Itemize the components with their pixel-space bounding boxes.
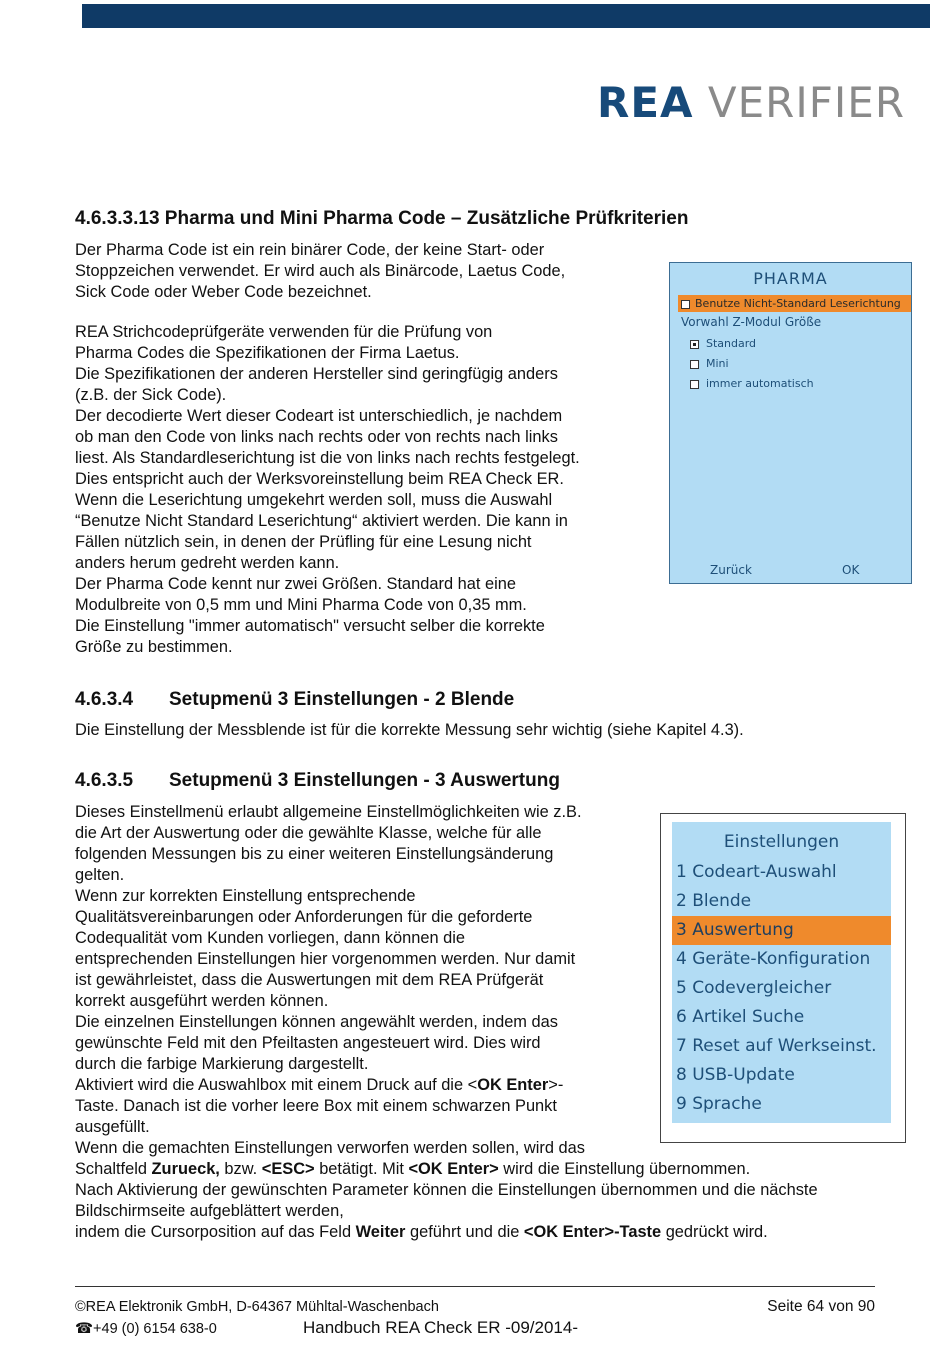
text-line: folgenden Messungen bis zu einer weiteren Einstellungsänderung (75, 845, 554, 863)
footer-phone: ☎+49 (0) 6154 638-0 (75, 1321, 217, 1337)
text-line: (z.B. der Sick Code). (75, 386, 227, 404)
text-line: Der Pharma Code ist ein rein binärer Code, der keine Start- oder (75, 241, 545, 259)
settings-screen (672, 822, 891, 1123)
text-line: Wenn die Leserichtung umgekehrt werden soll, muss die Auswahl (75, 491, 553, 509)
text-line: liest. Als Standardleserichtung ist die von links nach rechts festgelegt. (75, 449, 580, 467)
text-line: durch die farbige Markierung dargestellt. (75, 1055, 369, 1073)
text-line: korrekt ausgeführt werden können. (75, 992, 329, 1010)
screen-title: Einstellungen (723, 832, 840, 852)
menu-item-codeart[interactable]: 1 Codeart-Auswahl (676, 862, 837, 882)
footer-copyright: ©REA Elektronik GmbH, D-64367 Mühltal-Waschenbach (75, 1299, 439, 1315)
menu-item-auswertung-selected[interactable]: 3 Auswertung (672, 916, 891, 945)
text-line: ob man den Code von links nach rechts oder von rechts nach links (75, 428, 558, 446)
footer-page-number: Seite 64 von 90 (767, 1298, 875, 1315)
text-line: Aktiviert wird die Auswahlbox mit einem Druck auf die <OK Enter>- (75, 1076, 564, 1094)
section-heading-auswertung: 4.6.3.5 Setupmenü 3 Einstellungen - 3 Auswertung (75, 770, 560, 791)
footer-manual-title: Handbuch REA Check ER -09/2014- (303, 1318, 578, 1337)
module-size-heading: Vorwahl Z-Modul Größe (681, 315, 822, 329)
text-line: Pharma Codes die Spezifikationen der Firma Laetus. (75, 344, 460, 362)
menu-item-reset[interactable]: 7 Reset auf Werkseinst. (676, 1036, 877, 1056)
section-heading-blende: 4.6.3.4 Setupmenü 3 Einstellungen - 2 Blende (75, 689, 515, 710)
pharma-text (75, 240, 580, 658)
text-line: Der Pharma Code kennt nur zwei Größen. Standard hat eine (75, 575, 516, 593)
text-line: Sick Code oder Weber Code bezeichnet. (75, 283, 372, 301)
text-line: Dies entspricht auch der Werksvoreinstellung beim REA Check ER. (75, 470, 564, 488)
text-line: die Art der Auswertung oder die gewählte Klasse, welche für alle (75, 824, 542, 842)
footer-divider (75, 1286, 875, 1287)
text-line: Der decodierte Wert dieser Codeart ist unterschiedlich, je nachdem (75, 407, 563, 425)
text-line: “Benutze Nicht Standard Leserichtung“ aktiviert werden. Die kann in (75, 512, 568, 530)
text-line: Wenn zur korrekten Einstellung entsprechende (75, 887, 416, 905)
radio-icon[interactable] (690, 360, 699, 369)
text-line: Die Einstellung "immer automatisch" versucht selber die korrekte (75, 617, 545, 635)
ok-button[interactable]: OK (842, 563, 860, 577)
text-line: Nach Aktivierung der gewünschten Parameter können die Einstellungen übernommen und die nächste (75, 1181, 818, 1199)
text-line: entsprechenden Einstellungen hier vorgenommen werden. Nur damit (75, 950, 576, 968)
back-button[interactable]: Zurück (710, 563, 752, 577)
rea-verifier-logo: REA VERIFIER (597, 78, 906, 127)
text-line: Größe zu bestimmen. (75, 638, 233, 656)
text-line: Schaltfeld Zurueck, bzw. <ESC> betätigt. Mit <OK Enter> wird die Einstellung übernommen. (75, 1160, 751, 1178)
text-line: gewünschte Feld mit den Pfeiltasten angesteuert wird. Dies wird (75, 1034, 541, 1052)
menu-item-geraete-konfiguration[interactable]: 4 Geräte-Konfiguration (676, 949, 871, 969)
menu-item-usb-update[interactable]: 8 USB-Update (676, 1065, 795, 1085)
menu-item-sprache[interactable]: 9 Sprache (676, 1094, 762, 1114)
text-line: Qualitätsvereinbarungen oder Anforderungen für die geforderte (75, 908, 533, 926)
text-line: ausgefüllt. (75, 1118, 150, 1136)
text-line: Die Spezifikationen der anderen Hersteller sind geringfügig anders (75, 365, 558, 383)
menu-item-codevergleicher[interactable]: 5 Codevergleicher (676, 978, 832, 998)
text-line: ist gewährleistet, dass die Auswertungen mit dem REA Prüfgerät (75, 971, 544, 989)
blende-text (75, 720, 744, 741)
pharma-screen (669, 262, 912, 584)
text-line: Die einzelnen Einstellungen können angewählt werden, indem das (75, 1013, 558, 1031)
option-mini[interactable]: Mini (690, 357, 729, 370)
text-line: Wenn die gemachten Einstellungen verworfen werden sollen, wird das (75, 1139, 585, 1157)
text-line: Codequalität vom Kunden vorliegen, dann können die (75, 929, 466, 947)
nonstandard-direction-checkbox-row[interactable]: Benutze Nicht-Standard Leserichtung (678, 295, 911, 312)
text-line: indem die Cursorposition auf das Feld Weiter geführt und die <OK Enter>-Taste gedrückt wird. (75, 1223, 768, 1241)
text-line: gelten. (75, 866, 125, 884)
checkbox-icon[interactable] (681, 300, 690, 309)
text-line: Modulbreite von 0,5 mm und Mini Pharma Code von 0,35 mm. (75, 596, 527, 614)
text-line: Taste. Danach ist die vorher leere Box mit einem schwarzen Punkt (75, 1097, 557, 1115)
text-line: anders herum gedreht werden kann. (75, 554, 340, 572)
option-auto[interactable]: immer automatisch (690, 377, 814, 390)
text-line: Dieses Einstellmenü erlaubt allgemeine Einstellmöglichkeiten wie z.B. (75, 803, 582, 821)
screen-title: PHARMA (753, 269, 828, 288)
text-line: Fällen nützlich sein, in denen der Prüfling für eine Lesung nicht (75, 533, 532, 551)
text-line: Stoppzeichen verwendet. Er wird auch als Binärcode, Laetus Code, (75, 262, 566, 280)
text-line: Bildschirmseite aufgeblättert werden, (75, 1202, 344, 1220)
menu-item-artikel-suche[interactable]: 6 Artikel Suche (676, 1007, 805, 1027)
text-line: REA Strichcodeprüfgeräte verwenden für die Prüfung von (75, 323, 493, 341)
radio-selected-icon[interactable] (690, 340, 699, 349)
header-bar (82, 4, 930, 28)
menu-item-blende[interactable]: 2 Blende (676, 891, 752, 911)
radio-icon[interactable] (690, 380, 699, 389)
text-line: Die Einstellung der Messblende ist für die korrekte Messung sehr wichtig (siehe Kapitel 4.3). (75, 721, 744, 739)
section-heading-pharma: 4.6.3.3.13 Pharma und Mini Pharma Code – Zusätzliche Prüfkriterien (75, 208, 689, 229)
option-standard[interactable]: Standard (690, 337, 756, 350)
